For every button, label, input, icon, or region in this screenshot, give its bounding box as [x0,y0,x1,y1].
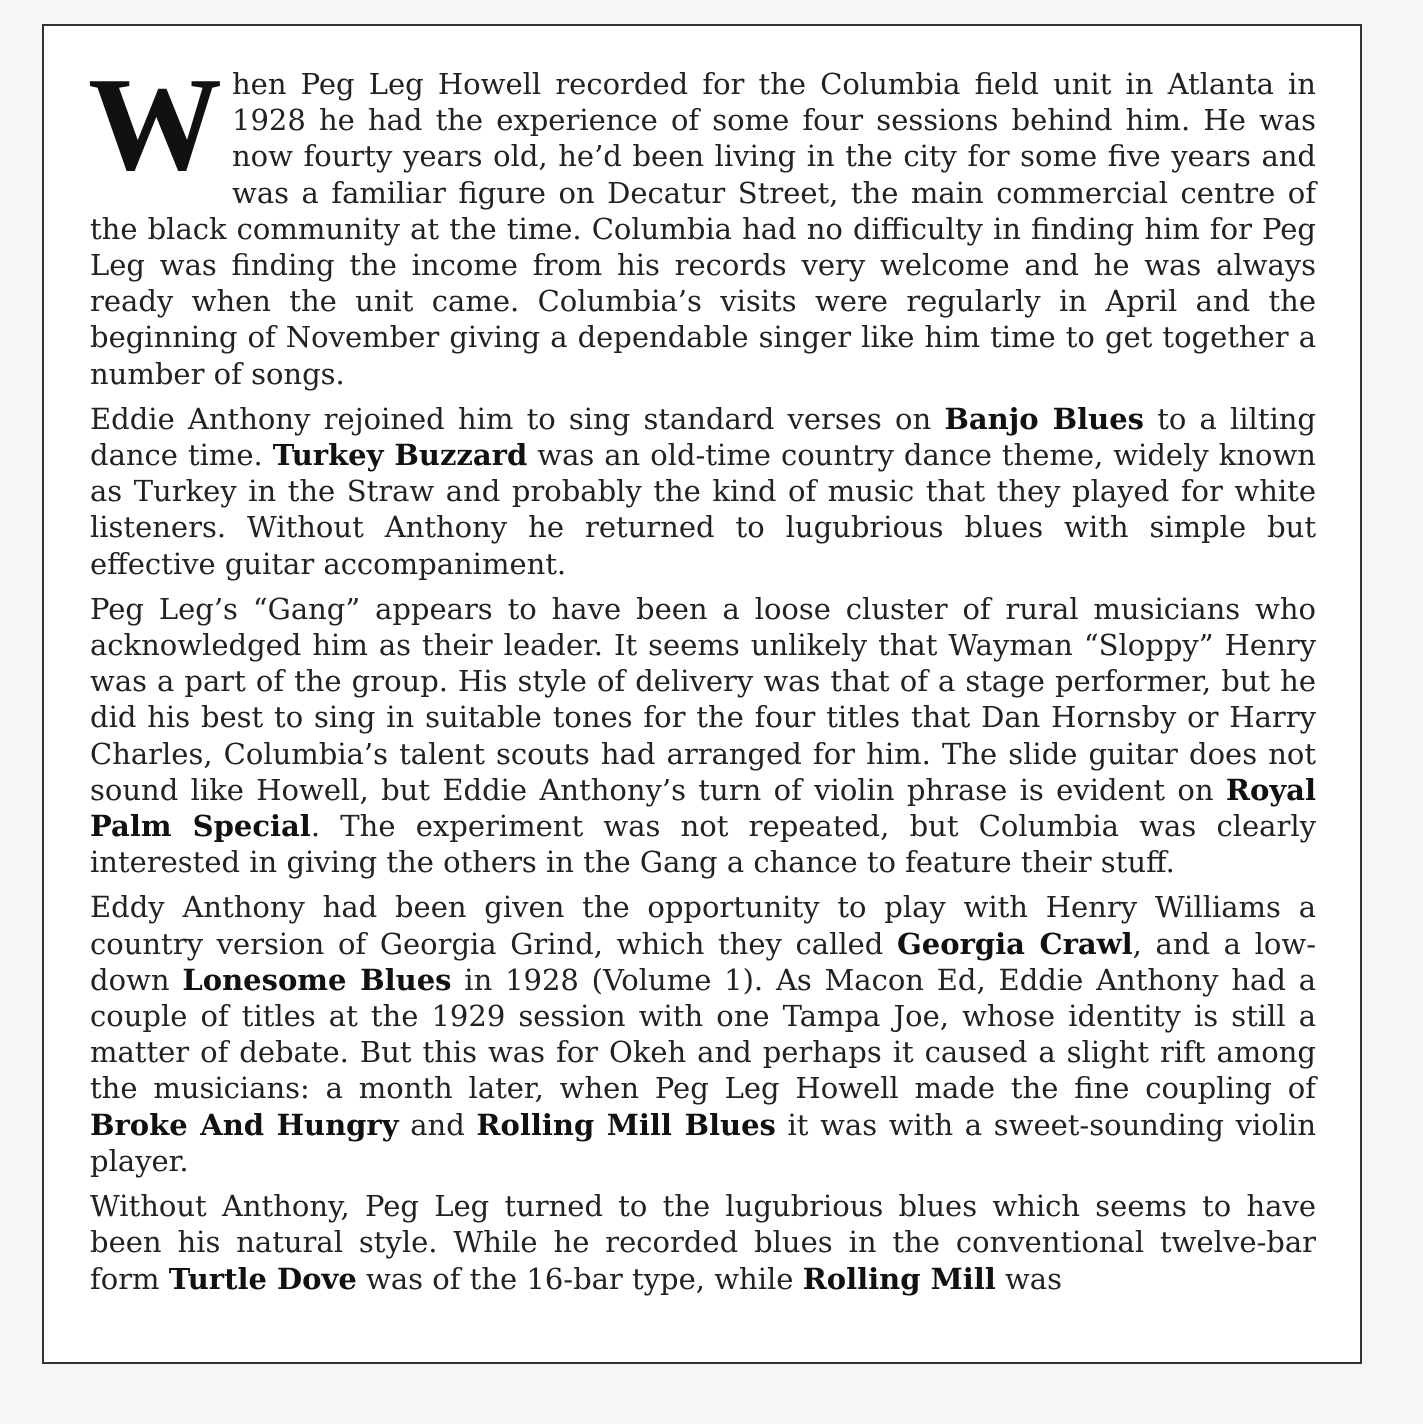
paragraph-2 [90,401,1316,582]
text-segment: in 1928 (Volume 1). As Macon Ed, Eddie Anthony had a couple of titles at the 1929 session with one Tampa Joe, whose identity is still a matter of debate. But this was for Okeh and perhaps it caused a slight rift among the musicians: a month later, when Peg Leg Howell made the fine coupling of [90,962,1316,1106]
song-title-lonesome-blues: Lonesome Blues [182,962,452,997]
song-title-banjo-blues: Banjo Blues [944,401,1145,436]
drop-cap-letter: W [88,50,222,198]
text-segment: Eddie Anthony rejoined him to sing standard verses on [90,401,945,436]
text-segment: Without Anthony, Peg Leg turned to the lugubrious blues which seems to have been his natural style. While he recorded blues in the conventional twelve-bar form [90,1189,1316,1296]
text-segment: Peg Leg’s “Gang” appears to have been a loose cluster of rural musicians who acknowledged him as their leader. It seems unlikely that Wayman “Sloppy” Henry was a part of the group. His style of delivery was that of a stage performer, but he did his best to sing in suitable tones for the four titles that Dan Hornsby or Harry Charles, Columbia’s talent scouts had arranged for him. The slide guitar does not sound like Howell, but Eddie Anthony’s turn of violin phrase is evident on [90,591,1316,807]
song-title-georgia-crawl: Georgia Crawl [897,926,1133,961]
page-border-frame [42,24,1362,1364]
text-segment: to a lilting dance time. [90,401,1316,473]
paragraph-5 [90,1188,1316,1297]
song-title-royal-palm-special: Royal Palm Special [90,772,1316,844]
song-title-turkey-buzzard: Turkey Buzzard [272,438,528,473]
paragraph-1 [88,50,1316,392]
song-title-broke-and-hungry: Broke And Hungry [90,1107,399,1142]
text-segment: . The experiment was not repeated, but Columbia was clearly interested in giving the others in the Gang a chance to feature their stuff. [90,809,1316,880]
text-segment: was [995,1261,1062,1296]
text-segment: and [398,1107,477,1142]
paragraph-3 [90,591,1316,881]
text-segment: Eddy Anthony had been given the opportunity to play with Henry Williams a country version of Georgia Grind, which they called [90,890,1316,961]
text-segment: hen Peg Leg Howell recorded for the Columbia field unit in Atlanta in 1928 he had the experience of some four sessions behind him. He was now fourty years old, he’d been living in the city for some five years and was a familiar figure on Decatur Street, the main commercial centre of the black community at the time. Columbia had no difficulty in finding him for Peg Leg was finding the income from his records very welcome and he was always ready when the unit came. Columbia’s visits were regularly in April and the beginning of November giving a dependable singer like him time to get together a number of songs. [90,67,1316,391]
text-segment: was of the 16-bar type, while [356,1261,803,1296]
song-title-rolling-mill: Rolling Mill [802,1261,996,1296]
text-segment: it was with a sweet-sounding violin player. [90,1107,1316,1178]
text-segment: was an old-time country dance theme, widely known as Turkey in the Straw and probably the kind of music that they played for white listeners. Without Anthony he returned to lugubrious blues with simple but effective guitar accompaniment. [90,438,1316,581]
song-title-rolling-mill-blues: Rolling Mill Blues [476,1107,776,1142]
song-title-turtle-dove: Turtle Dove [168,1261,357,1296]
text-segment: , and a low-down [90,926,1316,997]
paragraph-4 [90,889,1316,1179]
liner-notes-text [88,50,1316,1306]
